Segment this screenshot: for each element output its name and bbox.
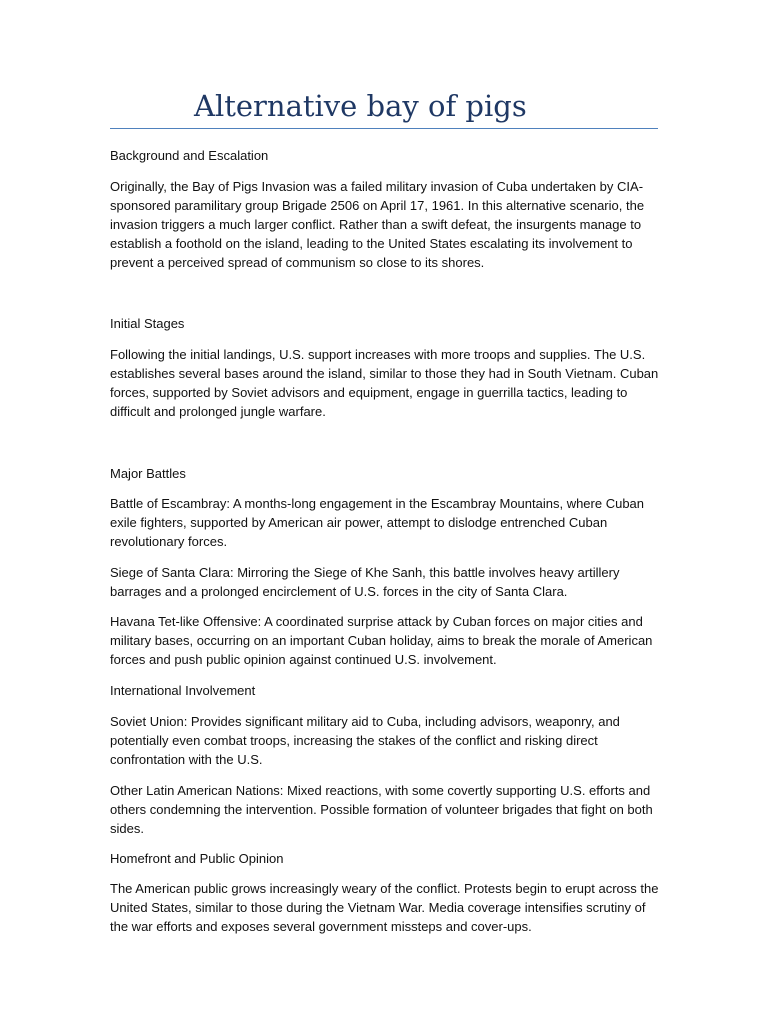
heading-homefront-public-opinion: Homefront and Public Opinion — [110, 851, 284, 866]
paragraph-background: Originally, the Bay of Pigs Invasion was a failed military invasion of Cuba undertaken by CIA-sponsored paramilitary group Brigade 2506 on April 17, 1961. In this alternative scenario, the invasion triggers a much larger conflict. Rather than a swift defeat, the insurgents manage to establish a foothold on the island, leading to the United States escalating its involvement to prevent a perceived spread of communism so close to its shores. — [110, 179, 645, 270]
heading-background-escalation: Background and Escalation — [110, 148, 269, 163]
paragraph-havana-offensive: Havana Tet-like Offensive: A coordinated surprise attack by Cuban forces on major cities and military bases, occurring on an important Cuban holiday, aims to break the morale of American forces and push public opinion against continued U.S. involvement. — [110, 614, 653, 667]
heading-initial-stages: Initial Stages — [110, 316, 185, 331]
paragraph-siege-santa-clara: Siege of Santa Clara: Mirroring the Siege of Khe Sanh, this battle involves heavy artillery barrages and a prolonged encirclement of U.S. forces in the city of Santa Clara. — [110, 565, 620, 599]
document-title: Alternative bay of pigs — [194, 89, 527, 123]
paragraph-initial-stages: Following the initial landings, U.S. support increases with more troops and supplies. The U.S. establishes several bases around the island, similar to those they had in South Vietnam. Cuban forces, supported by Soviet advisors and equipment, engage in guerrilla tactics, leading to difficult and prolonged jungle warfare. — [110, 347, 659, 419]
title-underline — [110, 128, 658, 129]
paragraph-battle-escambray: Battle of Escambray: A months-long engagement in the Escambray Mountains, where Cuban exile fighters, supported by American air power, attempt to dislodge entrenched Cuban revolutionary forces. — [110, 496, 645, 549]
paragraph-latin-american-nations: Other Latin American Nations: Mixed reactions, with some covertly supporting U.S. efforts and others condemning the intervention. Possible formation of volunteer brigades that fight on both sides. — [110, 783, 653, 836]
paragraph-soviet-union: Soviet Union: Provides significant military aid to Cuba, including advisors, weaponry, and potentially even combat troops, increasing the stakes of the conflict and risking direct confrontation with the U.S. — [110, 714, 620, 767]
heading-major-battles: Major Battles — [110, 466, 186, 481]
paragraph-homefront: The American public grows increasingly weary of the conflict. Protests begin to erupt across the United States, similar to those during the Vietnam War. Media coverage intensifies scrutiny of the war efforts and exposes several government missteps and cover-ups. — [110, 881, 659, 934]
heading-international-involvement: International Involvement — [110, 683, 256, 698]
